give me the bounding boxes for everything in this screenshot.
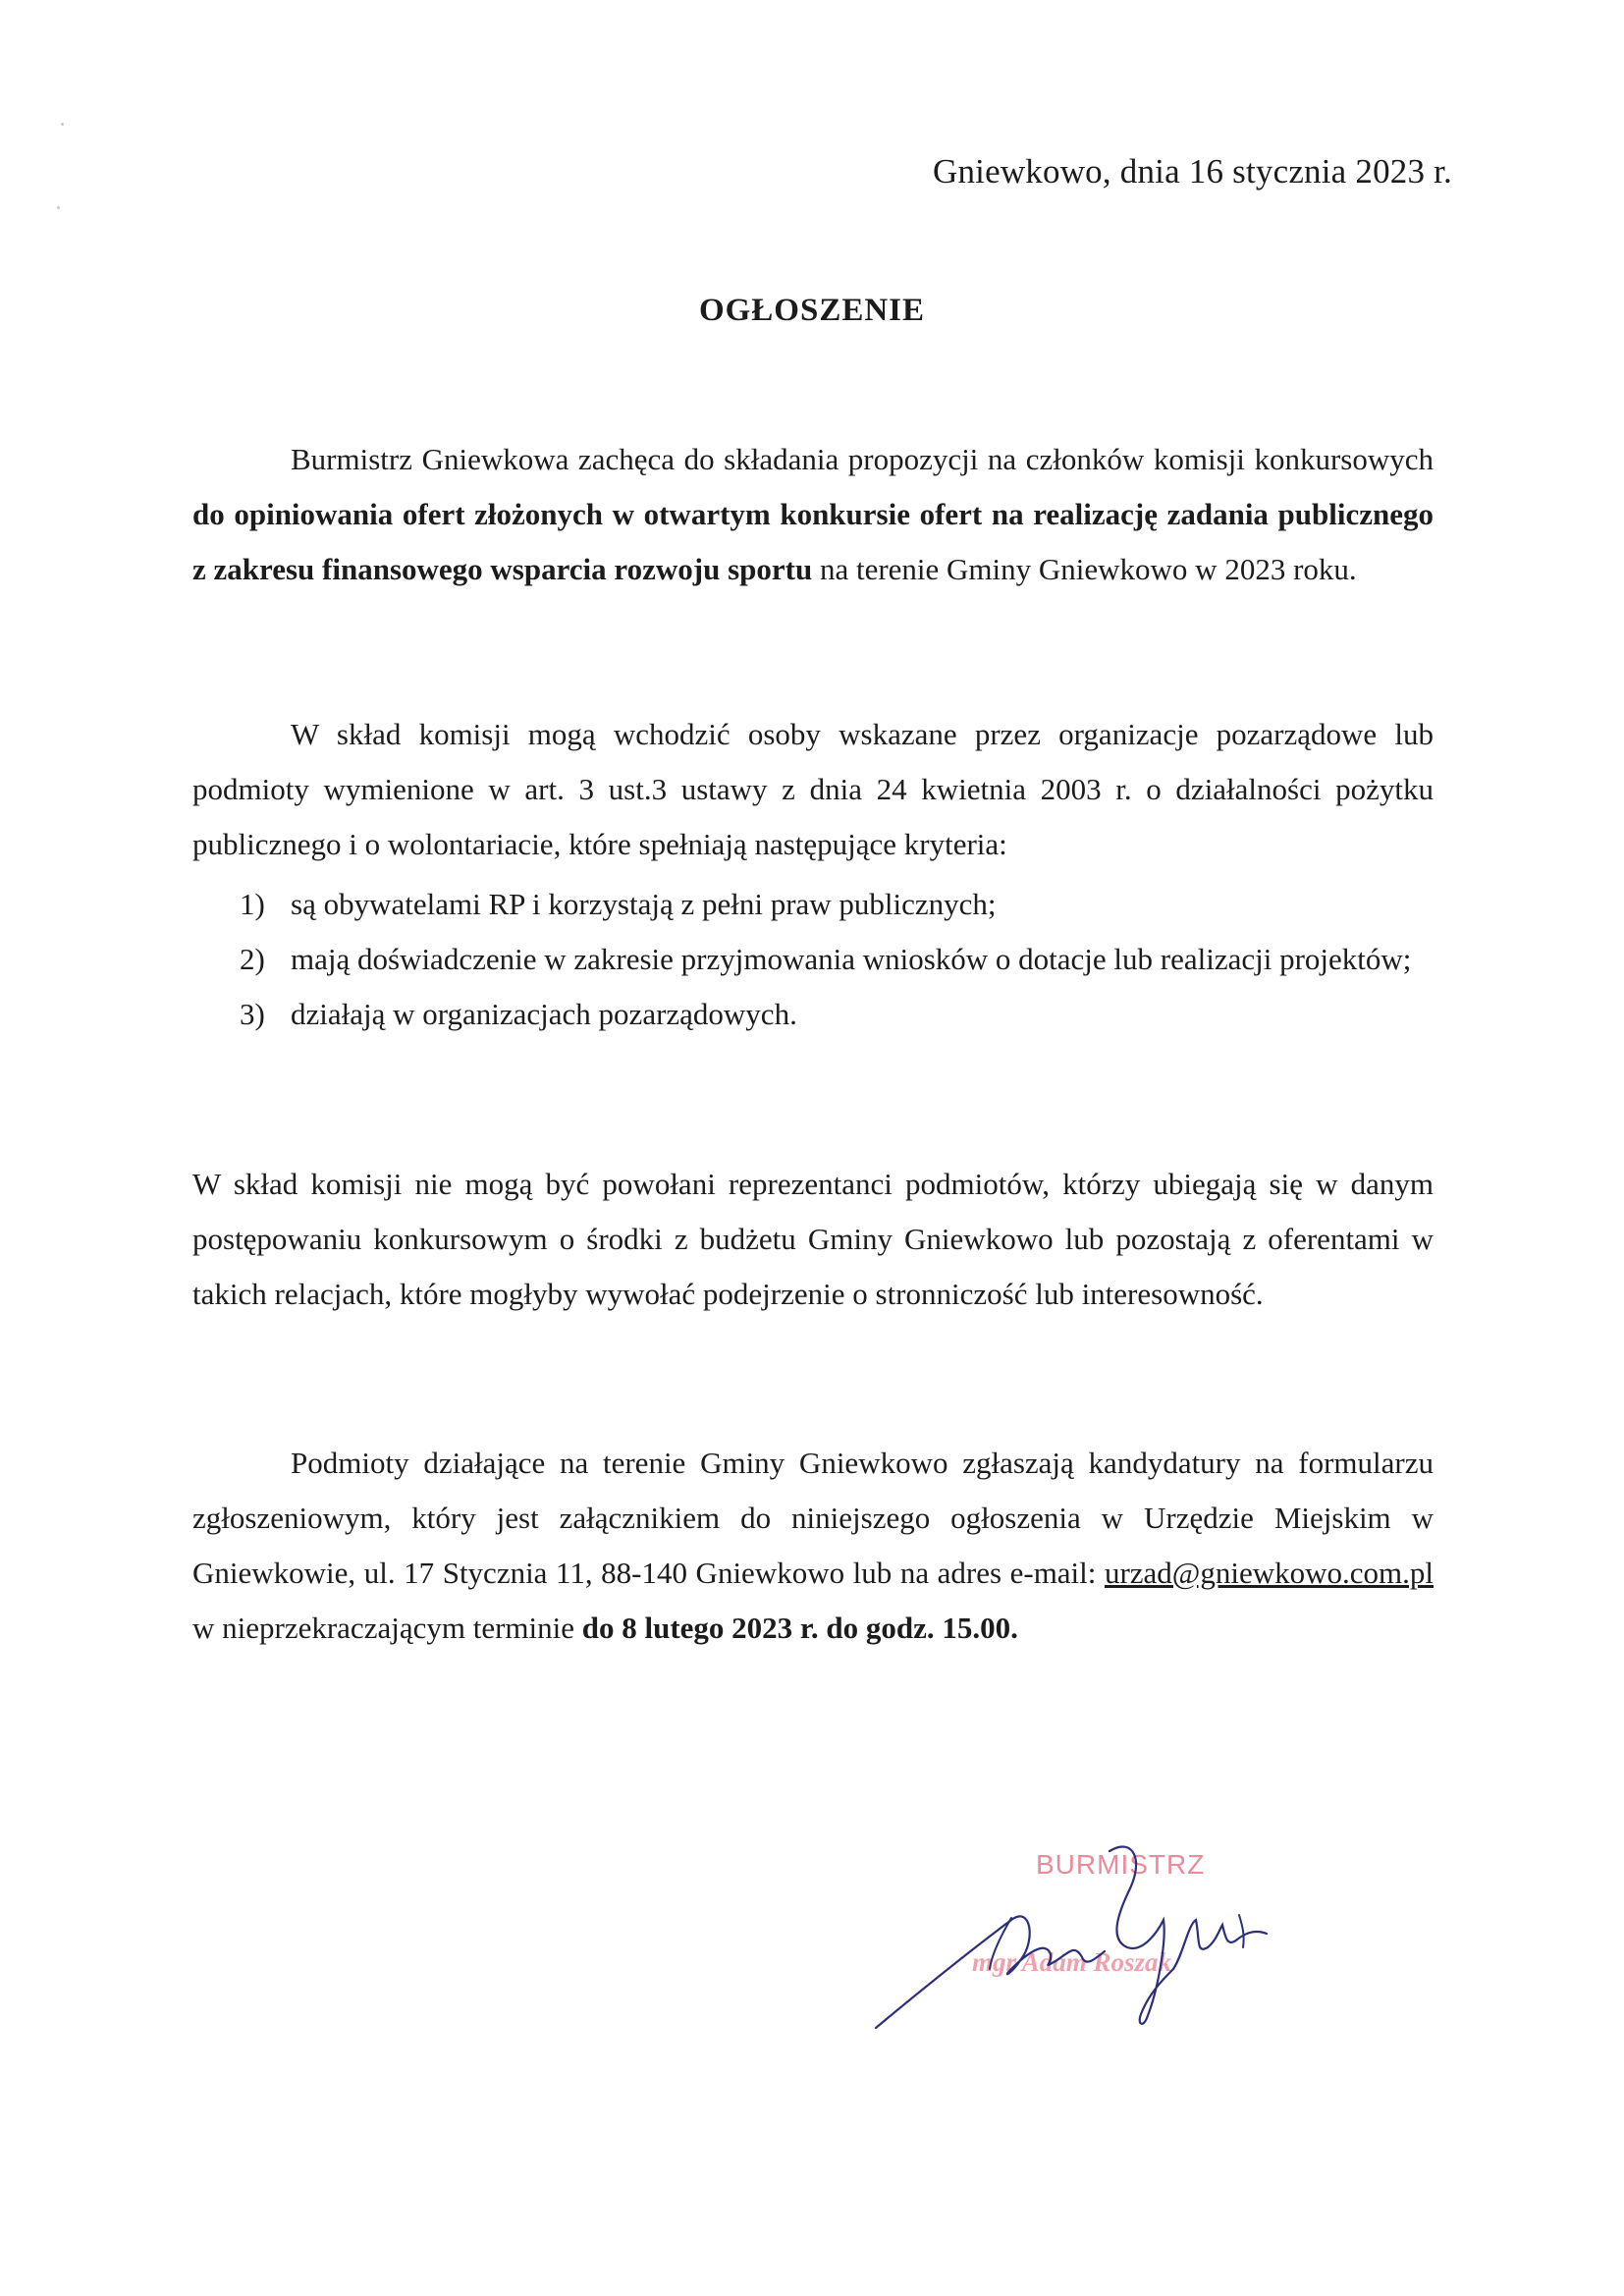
- document-title: OGŁOSZENIE: [698, 293, 926, 328]
- date-line: Gniewkowo, dnia 16 stycznia 2023 r.: [933, 152, 1452, 191]
- paragraph-submission-text-1: Podmioty działające na terenie Gminy Gniewkowo zgłaszają kandydatury na formularzu zgłoszeniowym, który jest załącznikiem do niniejszego ogłoszenia w Urzędzie Miejskim w Gniewkowie, ul. 17 Stycznia 11, 88-140 Gniewkowo lub na adres e-mail:: [192, 1446, 1434, 1590]
- criteria-item: [192, 877, 1434, 932]
- paragraph-composition: [192, 707, 1434, 872]
- criteria-list: [192, 877, 1434, 1042]
- paragraph-submission: [192, 1436, 1434, 1656]
- criteria-number: 1): [240, 887, 265, 921]
- paragraph-submission-text-2: w nieprzekraczającym terminie: [192, 1611, 582, 1645]
- stamp-title: BURMISTRZ: [1036, 1849, 1206, 1880]
- criteria-text: działają w organizacjach pozarządowych.: [291, 997, 797, 1031]
- criteria-number: 2): [240, 942, 265, 976]
- deadline-bold: do 8 lutego 2023 r. do godz. 15.00.: [581, 1611, 1018, 1645]
- scan-speck: [61, 123, 64, 126]
- paragraph-invitation-bold: do opiniowania ofert złożonych w otwartym konkursie ofert na realizację zadania publicznego z zakresu finansowego wsparcia rozwoju sportu: [192, 497, 1434, 586]
- handwritten-signature: [864, 1831, 1306, 2067]
- criteria-text: są obywatelami RP i korzystają z pełni praw publicznych;: [291, 887, 997, 921]
- paragraph-invitation-text-2: na terenie Gminy Gniewkowo w 2023 roku.: [812, 552, 1357, 586]
- stamp-name: mgr Adam Roszak: [972, 1947, 1172, 1977]
- criteria-item: [192, 932, 1434, 987]
- paragraph-composition-intro: W skład komisji mogą wchodzić osoby wskazane przez organizacje pozarządowe lub podmioty wymienione w art. 3 ust.3 ustawy z dnia 24 kwietnia 2003 r. o działalności pożytku publicznego i o wolontariacie, które spełniają następujące kryteria:: [192, 717, 1434, 861]
- signature-block: [864, 1831, 1306, 2067]
- paragraph-invitation: [192, 432, 1434, 597]
- scan-speck: [57, 206, 60, 209]
- criteria-number: 3): [240, 997, 265, 1031]
- paragraph-exclusion-text: W skład komisji nie mogą być powołani reprezentanci podmiotów, którzy ubiegają się w danym postępowaniu konkursowym o środki z budżetu Gminy Gniewkowo lub pozostają z oferentami w takich relacjach, które mogłyby wywołać podejrzenie o stronniczość lub interesowność.: [192, 1167, 1434, 1311]
- criteria-text: mają doświadczenie w zakresie przyjmowania wniosków o dotacje lub realizacji projektów;: [291, 942, 1412, 976]
- paragraph-invitation-text-1: Burmistrz Gniewkowa zachęca do składania propozycji na członków komisji konkursowych: [291, 442, 1434, 476]
- email-link[interactable]: urzad@gniewkowo.com.pl: [1104, 1556, 1434, 1590]
- paragraph-exclusion: [192, 1157, 1434, 1322]
- criteria-item: [192, 987, 1434, 1042]
